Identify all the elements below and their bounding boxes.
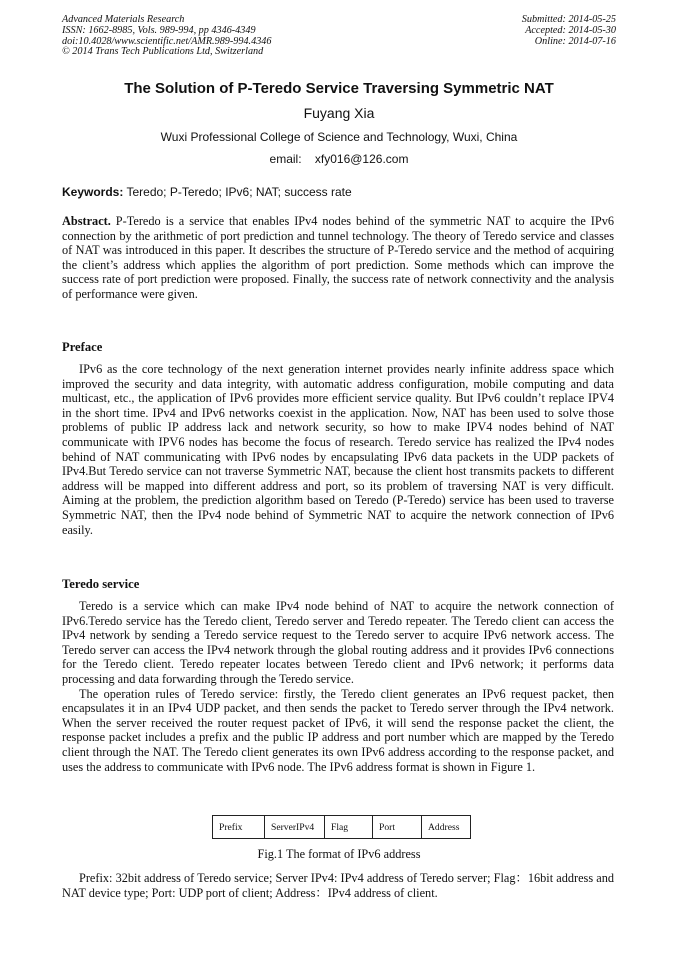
paragraph: The operation rules of Teredo service: firstly, the Teredo client generates an IPv6 request packet, then encapsulates it in an IPv4 UDP packet, and then sends the packet to Teredo server through the IPv4 network. When the server received the router request packet of IPv6, it will send the response packet the client, the response packet includes a prefix and the public IP address and port number which are mapped by the Teredo client through the NAT. The Teredo client generates its own IPv6 address according to the response packet, and uses the address to communicate with IPv6 node. The IPv6 address format is shown in Figure 1. — [62, 686, 614, 774]
affiliation: Wuxi Professional College of Science and Technology, Wuxi, China — [160, 130, 518, 144]
paper-title: The Solution of P-Teredo Service Traversing Symmetric NAT — [124, 80, 554, 97]
email-address: xfy016@126.com — [314, 152, 409, 166]
paragraph: IPv6 as the core technology of the next generation internet provides nearly infinite address space which improved the security and data integrity, with automatic address configuration, mobile computing and data multicast, etc., the application of IPv6 provides more efficient service quality. But IPv6 couldn’t replace IPV4 in the short time. IPv4 and IPv6 networks coexist in the application. Now, NAT has been used to solve those problems of public IP address lack and network security, so how to make IPV4 nodes behind of NAT communicate with IPV6 nodes has become the focus of research. Teredo service has realized the IPv4 nodes behind of NAT communicating with IPv6 nodes by encapsulating IPv6 data packets in the UDP packets of IPv4.But Teredo service can not traverse Symmetric NAT, because the client host transmits packets to different address will be mapped into different address and port, so its problem of traversing NAT is very difficult. Aiming at the problem, the prediction algorithm based on Teredo (P-Teredo) service has been used to traverse Symmetric NAT, then the IPv4 node behind of Symmetric NAT to acquire the network connection of IPv6 easily. — [62, 362, 614, 537]
doi: doi:10.4028/www.scientific.net/AMR.989-994.4346 — [62, 35, 272, 47]
ipv6-format-table — [212, 815, 471, 839]
table-cell: Flag — [325, 816, 373, 839]
abstract-label: Abstract. — [62, 214, 111, 228]
figure-explanation — [62, 871, 614, 900]
table-cell: Prefix — [213, 816, 265, 839]
figure-caption: Fig.1 The format of IPv6 address — [257, 847, 421, 861]
preface-body — [62, 362, 614, 537]
publication-info — [62, 15, 271, 58]
dates-info — [522, 15, 616, 47]
abstract — [62, 214, 614, 302]
copyright: © 2014 Trans Tech Publications Ltd, Switzerland — [62, 46, 264, 58]
keywords-text: Teredo; P-Teredo; IPv6; NAT; success rate — [123, 185, 352, 199]
teredo-body — [62, 599, 614, 774]
accepted-date: Accepted: 2014-05-30 — [525, 24, 616, 36]
section-heading-preface: Preface — [62, 340, 103, 354]
email-line — [0, 152, 678, 166]
keywords-line — [62, 185, 352, 199]
paragraph: Prefix: 32bit address of Teredo service; Server IPv4: IPv4 address of Teredo server; Flag：16bit address and NAT device type; Port: UDP port of client; Address：IPv4 address of client. — [62, 871, 614, 900]
email-label: email: — [269, 152, 302, 166]
section-heading-teredo: Teredo service — [62, 577, 140, 591]
paragraph: Teredo is a service which can make IPv4 node behind of NAT to acquire the network connection of IPv6.Teredo service has the Teredo client, Teredo server and Teredo repeater. The Teredo client can access the IPv4 network by sending a Teredo service request to the Teredo server to acquire IPv6 network access. The Teredo server can access the IPv4 network through the global routing address and it provides IPv6 connections for the Teredo client. Teredo repeater locates between Teredo client and IPv6 network; it performs data processing and data forwarding through the Teredo service. — [62, 599, 614, 686]
table-cell: Address — [422, 816, 471, 839]
table-cell: Port — [373, 816, 422, 839]
author-name: Fuyang Xia — [303, 105, 375, 121]
online-date: Online: 2014-07-16 — [534, 35, 616, 47]
abstract-text: P-Teredo is a service that enables IPv4 nodes behind of the symmetric NAT to acquire the IPv6 connection by the arithmetic of port prediction and tunnel technology. The theory of Teredo service and classes of NAT was introduced in this paper. It describes the structure of P-Teredo service and the method of acquiring the client’s address which applies the algorithm of port prediction. Some methods which can improve the success rate of port prediction were proposed. Finally, the success rate of network connectivity and the analysis of performance were given. — [62, 214, 614, 301]
table-cell: ServerIPv4 — [265, 816, 325, 839]
keywords-label: Keywords: — [62, 185, 124, 199]
table-row — [213, 816, 471, 839]
journal-name: Advanced Materials Research — [62, 14, 185, 25]
issn: ISSN: 1662-8985, Vols. 989-994, pp 4346-4349 — [62, 24, 256, 36]
submitted-date: Submitted: 2014-05-25 — [521, 14, 616, 25]
